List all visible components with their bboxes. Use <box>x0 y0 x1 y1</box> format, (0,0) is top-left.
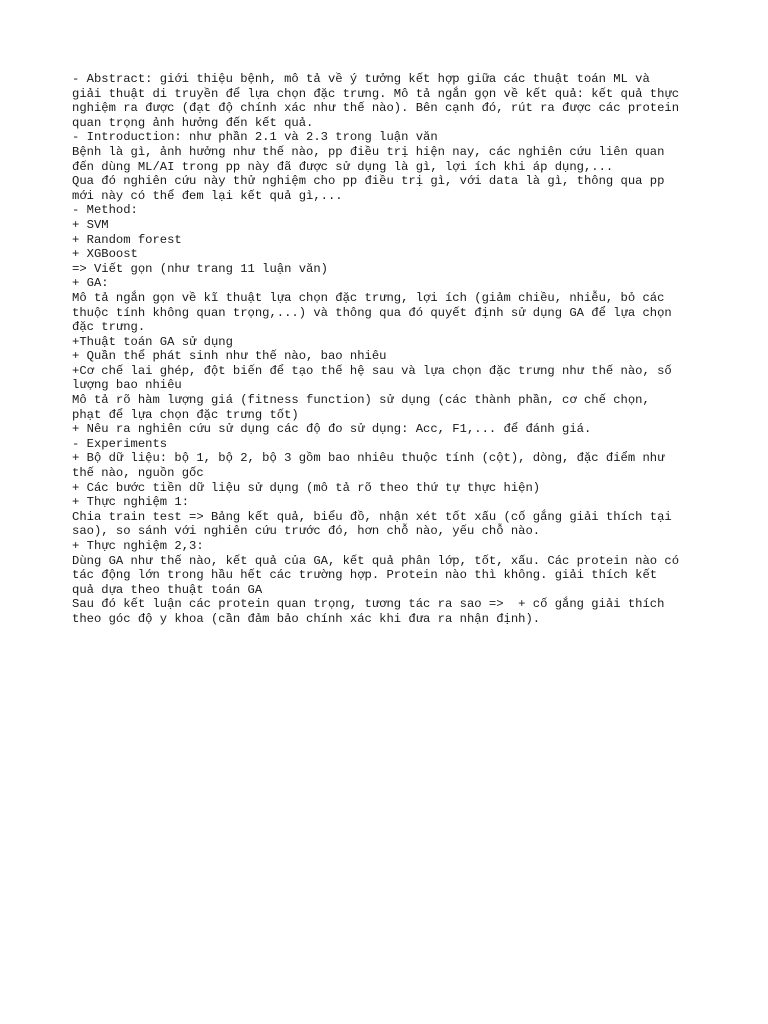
text-line: + Thực nghiệm 1: <box>72 495 190 510</box>
text-line: quả dựa theo thuật toán GA <box>72 582 263 597</box>
text-line: mới này có thể đem lại kết quả gì,... <box>72 188 343 203</box>
text-line: Bệnh là gì, ảnh hưởng như thế nào, pp điều trị hiện nay, các nghiên cứu liên quan <box>72 144 665 159</box>
text-line: Dùng GA như thế nào, kết quả của GA, kết quả phân lớp, tốt, xấu. Các protein nào có <box>72 553 680 568</box>
text-line: tác động lớn trong hầu hết các trường hợp. Protein nào thì không. giải thích kết <box>72 568 658 583</box>
text-line: đến dùng ML/AI trong pp này đã được sử dụng là gì, lợi ích khi áp dụng,... <box>72 159 614 174</box>
text-line: + GA: <box>72 276 109 291</box>
text-line: + Nêu ra nghiên cứu sử dụng các độ đo sử dụng: Acc, F1,... để đánh giá. <box>72 422 592 437</box>
text-line: Chia train test => Bảng kết quả, biểu đồ, nhận xét tốt xấu (cố gắng giải thích tại <box>72 509 672 524</box>
text-line: +Cơ chế lai ghép, đột biến để tạo thế hệ sau và lựa chọn đặc trưng như thế nào, số <box>72 363 672 378</box>
text-line: + Bộ dữ liệu: bộ 1, bộ 2, bộ 3 gồm bao nhiêu thuộc tính (cột), dòng, đặc điểm như <box>72 451 665 466</box>
text-line: => Viết gọn (như trang 11 luận văn) <box>72 261 328 276</box>
document-body <box>72 72 708 627</box>
text-line: + XGBoost <box>72 247 138 262</box>
text-line: + Quần thể phát sinh như thế nào, bao nhiêu <box>72 349 387 364</box>
text-line: + Random forest <box>72 232 182 247</box>
text-line: quan trọng ảnh hưởng đến kết quả. <box>72 115 314 130</box>
text-line: +Thuật toán GA sử dụng <box>72 334 233 349</box>
text-line: nghiệm ra được (đạt độ chính xác như thế nào). Bên cạnh đó, rút ra được các protein <box>72 101 680 116</box>
text-line: + SVM <box>72 217 109 232</box>
text-line: + Thực nghiệm 2,3: <box>72 539 204 553</box>
text-line: đặc trưng. <box>72 320 146 335</box>
text-line: Qua đó nghiên cứu này thử nghiệm cho pp điều trị gì, với data là gì, thông qua pp <box>72 174 665 189</box>
text-line: - Introduction: như phần 2.1 và 2.3 trong luận văn <box>72 130 438 145</box>
text-line: sao), so sánh với nghiên cứu trước đó, hơn chỗ nào, yếu chỗ nào. <box>72 524 541 539</box>
text-line: Sau đó kết luận các protein quan trọng, tương tác ra sao => + cố gắng giải thích <box>72 597 665 612</box>
text-line: thuộc tính không quan trọng,...) và thông qua đó quyết định sử dụng GA để lựa chọn <box>72 305 672 320</box>
text-line: - Experiments <box>72 436 168 451</box>
text-line: theo góc độ y khoa (cần đảm bảo chính xác khi đưa ra nhận định). <box>72 611 541 626</box>
text-line: - Method: <box>72 203 138 218</box>
text-line: Mô tả ngắn gọn về kĩ thuật lựa chọn đặc trưng, lợi ích (giảm chiều, nhiễu, bỏ các <box>72 290 665 305</box>
text-line: phạt để lựa chọn đặc trưng tốt) <box>72 407 299 422</box>
text-line: - Abstract: giới thiệu bệnh, mô tả về ý tưởng kết hợp giữa các thuật toán ML và <box>72 72 650 86</box>
text-line: giải thuật di truyền để lựa chọn đặc trưng. Mô tả ngắn gọn về kết quả: kết quả thực <box>72 86 680 101</box>
text-line: lượng bao nhiêu <box>72 378 182 393</box>
text-line: Mô tả rõ hàm lượng giá (fitness function) sử dụng (các thành phần, cơ chế chọn, <box>72 393 650 408</box>
text-line: thế nào, nguồn gốc <box>72 466 204 481</box>
text-line: + Các bước tiền dữ liệu sử dụng (mô tả rõ theo thứ tự thực hiện) <box>72 480 541 495</box>
